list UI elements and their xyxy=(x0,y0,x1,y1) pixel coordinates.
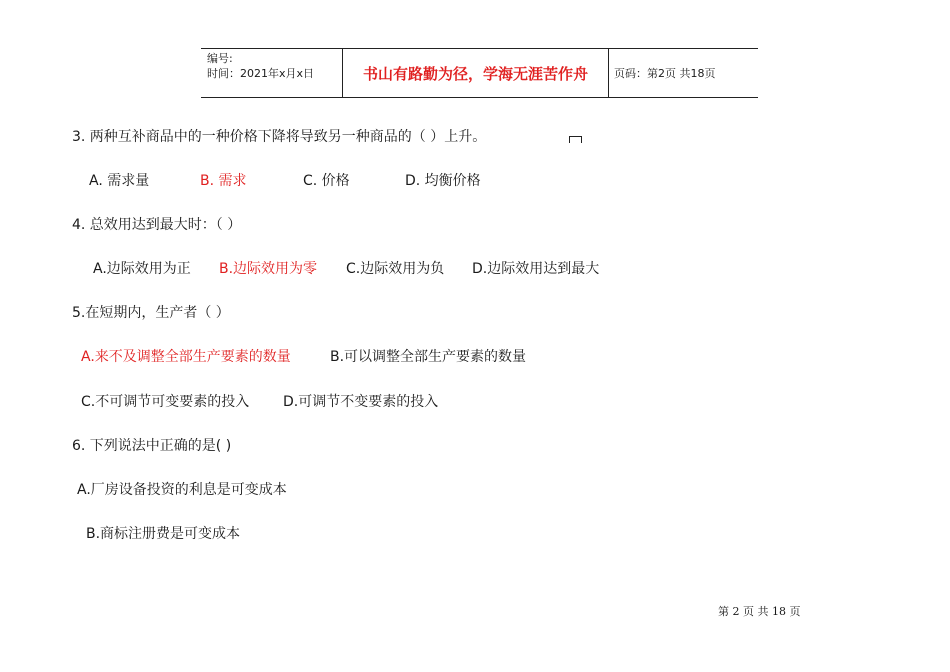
q5-option-a: A.来不及调整全部生产要素的数量 xyxy=(81,349,291,365)
number-label: 编号: xyxy=(207,52,233,65)
q4-option-d: D.边际效用达到最大 xyxy=(472,261,600,277)
header-table xyxy=(201,48,758,98)
q5-option-c: C.不可调节可变要素的投入 xyxy=(81,394,250,410)
q3-option-b: B. 需求 xyxy=(200,173,247,189)
q3-option-a: A. 需求量 xyxy=(89,173,150,189)
q3-stem: 3. 两种互补商品中的一种价格下降将导致另一种商品的（ ）上升。 xyxy=(72,129,487,145)
q3-option-c: C. 价格 xyxy=(303,173,350,189)
q4-option-c: C.边际效用为负 xyxy=(346,261,445,277)
q4-option-a: A.边际效用为正 xyxy=(93,261,191,277)
q5-option-b: B.可以调整全部生产要素的数量 xyxy=(330,349,527,365)
q6-stem: 6. 下列说法中正确的是( ) xyxy=(72,438,232,454)
footer-page-number: 第 2 页 共 18 页 xyxy=(718,605,801,618)
page-label: 页码：第2页 共18页 xyxy=(614,67,716,80)
header-right-cell xyxy=(608,49,758,97)
q3-option-d: D. 均衡价格 xyxy=(405,173,481,189)
q4-stem: 4. 总效用达到最大时：（ ） xyxy=(72,217,242,233)
bracket-mark xyxy=(569,136,582,143)
q5-stem: 5.在短期内，生产者（ ） xyxy=(72,305,230,321)
q4-option-b: B.边际效用为零 xyxy=(219,261,318,277)
time-label: 时间：2021年x月x日 xyxy=(207,67,315,80)
header-motto-cell xyxy=(342,49,609,97)
q6-option-b: B.商标注册费是可变成本 xyxy=(86,526,241,542)
motto-text: 书山有路勤为径，学海无涯苦作舟 xyxy=(362,65,588,83)
q6-option-a: A.厂房设备投资的利息是可变成本 xyxy=(77,482,287,498)
header-left-cell xyxy=(201,49,341,97)
q5-option-d: D.可调节不变要素的投入 xyxy=(283,394,439,410)
